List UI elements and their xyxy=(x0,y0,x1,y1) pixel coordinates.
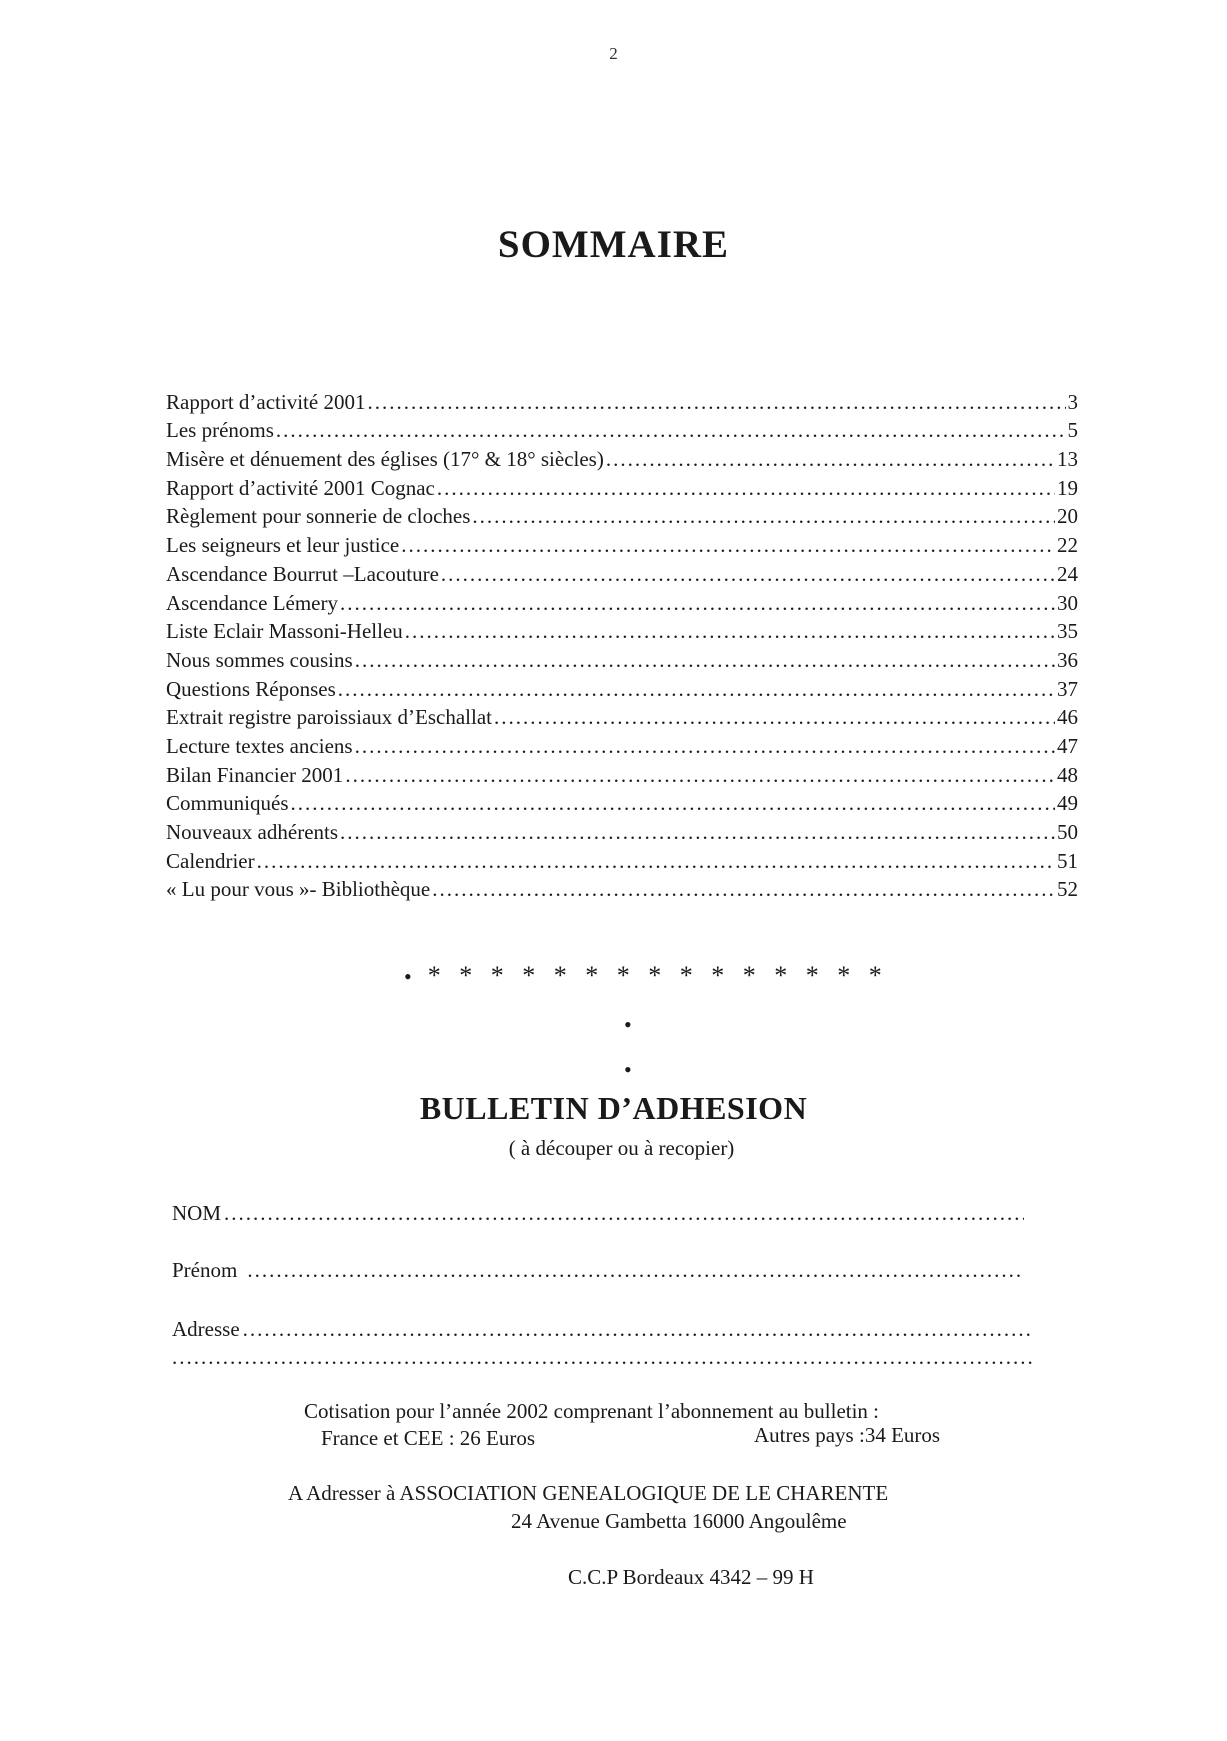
toc-entry-page: 51 xyxy=(1057,848,1078,873)
toc-dot-leader xyxy=(340,590,1055,616)
toc-entry xyxy=(166,443,1078,472)
toc-entry-page: 24 xyxy=(1057,561,1078,586)
toc-entry-title: Liste Eclair Massoni-Helleu xyxy=(166,619,403,644)
bulletin-subheading: ( à découper ou à recopier) xyxy=(508,1136,735,1160)
toc-entry-title: Ascendance Lémery xyxy=(166,590,338,615)
cotisation-text: Cotisation pour l’année 2002 comprenant l’abonnement au bulletin : xyxy=(304,1399,880,1423)
toc-entry xyxy=(166,644,1078,673)
toc-dot-leader xyxy=(257,848,1055,874)
toc-dot-leader xyxy=(291,790,1055,816)
toc-entry-title: Extrait registre paroissiaux d’Eschallat xyxy=(166,705,492,730)
separator-star-row: * * * * * * * * * * * * * * * xyxy=(427,961,888,990)
toc-entry-title: Ascendance Bourrut –Lacouture xyxy=(166,561,439,586)
toc-entry-title: Nouveaux adhérents xyxy=(166,820,339,844)
toc-entry xyxy=(166,845,1078,874)
toc-entry-page: 20 xyxy=(1057,504,1078,529)
toc-entry xyxy=(166,415,1078,444)
bulletin-heading: BULLETIN D’ADHESION xyxy=(419,1090,808,1126)
toc-dot-leader xyxy=(472,503,1055,529)
adresse-field xyxy=(172,1316,1032,1342)
toc-dot-leader xyxy=(276,417,1066,443)
toc-dot-leader xyxy=(355,647,1055,673)
toc-entry-page: 19 xyxy=(1057,475,1078,500)
toc-entry-title: Calendrier xyxy=(166,848,255,873)
toc-entry-page: 3 xyxy=(1067,389,1078,414)
toc-entry-page: 48 xyxy=(1057,762,1078,787)
nom-label: NOM xyxy=(172,1201,222,1225)
toc-entry-page: 49 xyxy=(1057,791,1078,816)
adresse-label: Adresse xyxy=(172,1317,240,1341)
toc-dot-leader xyxy=(437,475,1055,501)
toc-dot-leader xyxy=(367,389,1065,415)
page-title: SOMMAIRE xyxy=(497,223,730,266)
table-of-contents xyxy=(166,386,1078,902)
toc-dot-leader xyxy=(606,446,1055,472)
toc-entry xyxy=(166,587,1078,616)
toc-entry-page: 46 xyxy=(1057,705,1078,730)
toc-entry-title: Rapport d’activité 2001 xyxy=(166,389,366,414)
toc-entry xyxy=(166,874,1078,903)
toc-entry-page: 35 xyxy=(1057,619,1078,644)
toc-dot-leader xyxy=(441,561,1055,587)
toc-entry xyxy=(166,529,1078,558)
toc-entry-title: Communiqués xyxy=(166,791,289,816)
toc-entry-page: 30 xyxy=(1057,590,1078,615)
ccp-account: C.C.P Bordeaux 4342 – 99 H xyxy=(568,1565,814,1589)
toc-entry-page: 37 xyxy=(1057,676,1078,701)
adresser-text: A Adresser à ASSOCIATION GENEALOGIQUE DE LE CHARENTE xyxy=(288,1481,889,1505)
adresse-fill-line xyxy=(243,1316,1032,1342)
toc-entry-page: 5 xyxy=(1067,418,1078,443)
toc-entry xyxy=(166,816,1078,845)
toc-dot-leader xyxy=(340,819,1055,845)
toc-entry xyxy=(166,472,1078,501)
toc-entry-title: Lecture textes anciens xyxy=(166,733,353,758)
prenom-field xyxy=(172,1257,1024,1283)
toc-entry xyxy=(166,558,1078,587)
toc-entry-title: Les prénoms xyxy=(166,418,274,443)
separator-stars xyxy=(404,955,888,997)
toc-entry-page: 36 xyxy=(1057,647,1078,672)
toc-entry xyxy=(166,616,1078,645)
separator-bullet: • xyxy=(624,1012,632,1037)
toc-dot-leader xyxy=(338,676,1055,702)
nom-field xyxy=(172,1200,1024,1226)
toc-entry xyxy=(166,788,1078,817)
toc-entry-title: Rapport d’activité 2001 Cognac xyxy=(166,475,435,500)
toc-dot-leader xyxy=(345,762,1055,788)
tarif-france: France et CEE : 26 Euros xyxy=(321,1426,536,1450)
toc-entry xyxy=(166,673,1078,702)
toc-dot-leader xyxy=(355,733,1055,759)
toc-dot-leader xyxy=(401,532,1055,558)
association-address: 24 Avenue Gambetta 16000 Angoulême xyxy=(511,1509,847,1533)
toc-entry-title: Questions Réponses xyxy=(166,676,336,701)
toc-entry xyxy=(166,702,1078,731)
toc-entry-title: Les seigneurs et leur justice xyxy=(166,533,400,558)
toc-entry-page: 47 xyxy=(1057,733,1078,758)
separator-bullet: • xyxy=(624,1057,632,1082)
toc-entry-page: 13 xyxy=(1057,447,1078,472)
toc-entry xyxy=(166,730,1078,759)
toc-entry-title: Misère et dénuement des églises (17° & 18° siècles) xyxy=(166,447,604,472)
adresse-fill-line-2 xyxy=(172,1344,1032,1370)
toc-dot-leader xyxy=(494,704,1055,730)
toc-entry-page: 50 xyxy=(1057,820,1078,844)
toc-entry xyxy=(166,759,1078,788)
tarif-autres-pays: Autres pays :34 Euros xyxy=(754,1423,941,1447)
toc-entry-page: 52 xyxy=(1057,877,1078,902)
prenom-label: Prénom xyxy=(172,1258,238,1282)
toc-entry-title: « Lu pour vous »- Bibliothèque xyxy=(166,877,431,902)
toc-entry xyxy=(166,501,1078,530)
toc-entry xyxy=(166,386,1078,415)
toc-entry-page: 22 xyxy=(1057,533,1078,558)
toc-entry-title: Nous sommes cousins xyxy=(166,647,353,672)
toc-dot-leader xyxy=(405,618,1055,644)
prenom-fill-line xyxy=(247,1257,1024,1283)
nom-fill-line xyxy=(224,1200,1024,1226)
page-number: 2 xyxy=(609,44,618,63)
adresse-second-line xyxy=(172,1344,1032,1370)
toc-entry-title: Bilan Financier 2001 xyxy=(166,762,344,787)
toc-dot-leader xyxy=(432,876,1055,902)
toc-entry-title: Règlement pour sonnerie de cloches xyxy=(166,504,471,529)
separator-bullet: • xyxy=(404,964,412,990)
